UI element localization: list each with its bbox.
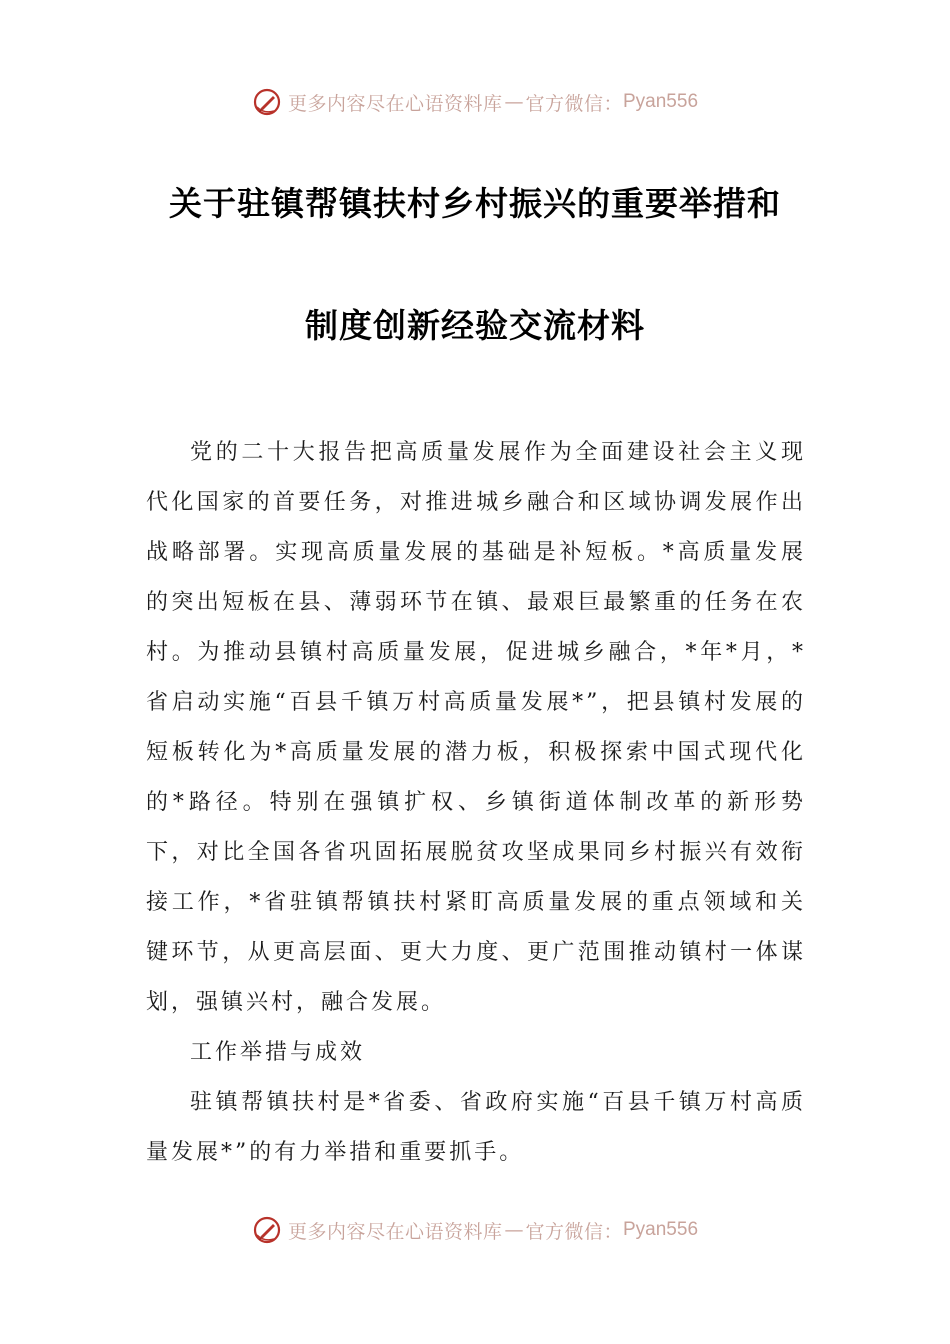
paragraph-intro: 党的二十大报告把高质量发展作为全面建设社会主义现代化国家的首要任务，对推进城乡融合和区域协调发展作出战略部署。实现高质量发展的基础是补短板。*高质量发展的突出短板在县、薄弱环节在镇、最艰巨最繁重的任务在农村。为推动县镇村高质量发展，促进城乡融合，*年*月，*省启动实施“百县千镇万村高质量发展*”，把县镇村发展的短板转化为*高质量发展的潜力板，积极探索中国式现代化的*路径。特别在强镇扩权、乡镇街道体制改革的新形势下，对比全国各省巩固拓展脱贫攻坚成果同乡村振兴有效衔接工作，*省驻镇帮镇扶村紧盯高质量发展的重点领域和关键环节，从更高层面、更大力度、更广范围推动镇村一体谋划，强镇兴村，融合发展。 (146, 440, 806, 1015)
section-heading: 工作举措与成效 (190, 1040, 366, 1065)
watermark-account: Pyan556 (623, 1219, 699, 1240)
watermark-account: Pyan556 (623, 91, 699, 112)
watermark-header (0, 82, 950, 122)
paragraph-measures: 驻镇帮镇扶村是*省委、省政府实施“百县千镇万村高质量发展*”的有力举措和重要抓手。 (146, 1090, 806, 1165)
document-body (146, 428, 806, 1178)
document-title-line1: 关于驻镇帮镇扶村乡村振兴的重要举措和 (169, 184, 781, 223)
watermark-brand: 更多内容尽在心语资料库 (287, 92, 503, 115)
watermark-brand: 更多内容尽在心语资料库 (287, 1220, 503, 1243)
watermark-separator: — (504, 91, 524, 113)
watermark-label: 官方微信： (525, 1220, 623, 1243)
document-title-line2: 制度创新经验交流材料 (305, 306, 645, 345)
pen-logo-icon (252, 87, 282, 117)
watermark-label: 官方微信： (525, 92, 623, 115)
watermark-footer (0, 1210, 950, 1250)
watermark-separator: — (504, 1219, 524, 1241)
pen-logo-icon (252, 1215, 282, 1245)
